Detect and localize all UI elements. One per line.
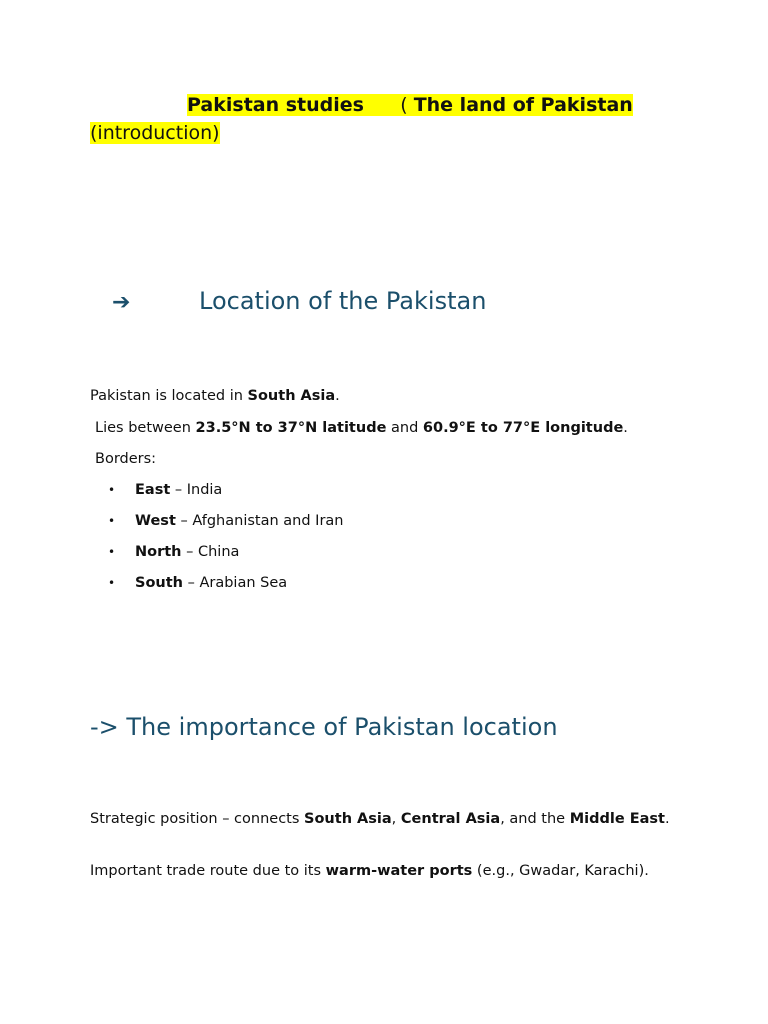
arrow-right-icon: ➔: [112, 290, 131, 315]
document-title: [187, 92, 633, 118]
located-region: South Asia: [247, 388, 336, 404]
located-suffix: .: [335, 388, 340, 404]
region-south-asia: South Asia: [304, 811, 392, 827]
border-country: – India: [170, 482, 223, 498]
located-paragraph: [90, 386, 340, 407]
borders-list: [108, 480, 343, 604]
borders-label: Borders:: [95, 451, 157, 467]
bullet-icon: •: [108, 545, 116, 559]
lies-prefix: Lies between: [95, 420, 196, 436]
coordinates-paragraph: [95, 418, 628, 439]
region-middle-east: Middle East: [569, 811, 665, 827]
point1-suffix: .: [664, 811, 670, 827]
bullet-icon: •: [108, 483, 116, 497]
point2-prefix: Important trade route due to its: [90, 863, 326, 879]
border-country: – Afghanistan and Iran: [175, 513, 344, 529]
title-space: [408, 94, 414, 116]
region-central-asia: Central Asia: [400, 811, 501, 827]
border-direction: West: [135, 513, 176, 529]
warm-water-ports: warm-water ports: [325, 863, 473, 879]
importance-heading: -> The importance of Pakistan location: [90, 713, 558, 741]
point1-prefix: Strategic position – connects: [90, 811, 305, 827]
trade-route-paragraph: [90, 861, 680, 882]
point1-sep: , and the: [500, 811, 570, 827]
title-subject: Pakistan studies: [187, 94, 364, 116]
point2-suffix: (e.g., Gwadar, Karachi).: [472, 863, 649, 879]
border-country: – China: [181, 544, 240, 560]
list-item: [108, 573, 343, 604]
title-spacer: [364, 94, 400, 116]
location-heading-text: Location of the Pakistan: [199, 287, 487, 315]
lies-suffix: .: [623, 420, 628, 436]
list-item: [108, 511, 343, 542]
document-subtitle: [90, 120, 220, 146]
border-country: – Arabian Sea: [182, 575, 288, 591]
list-item: [108, 542, 343, 573]
bullet-icon: •: [108, 514, 116, 528]
border-direction: East: [135, 482, 171, 498]
location-heading: [112, 285, 486, 319]
longitude-range: 60.9°E to 77°E longitude: [422, 420, 624, 436]
located-prefix: Pakistan is located in: [90, 388, 248, 404]
point1-sep: ,: [391, 811, 401, 827]
lies-mid: and: [386, 420, 423, 436]
title-topic: The land of Pakistan: [413, 94, 633, 116]
bullet-icon: •: [108, 576, 116, 590]
strategic-position-paragraph: [90, 809, 680, 830]
title-paren: (: [400, 94, 408, 116]
latitude-range: 23.5°N to 37°N latitude: [195, 420, 387, 436]
border-direction: North: [135, 544, 182, 560]
title-introduction: (introduction): [90, 122, 220, 144]
list-item: [108, 480, 343, 511]
border-direction: South: [135, 575, 183, 591]
